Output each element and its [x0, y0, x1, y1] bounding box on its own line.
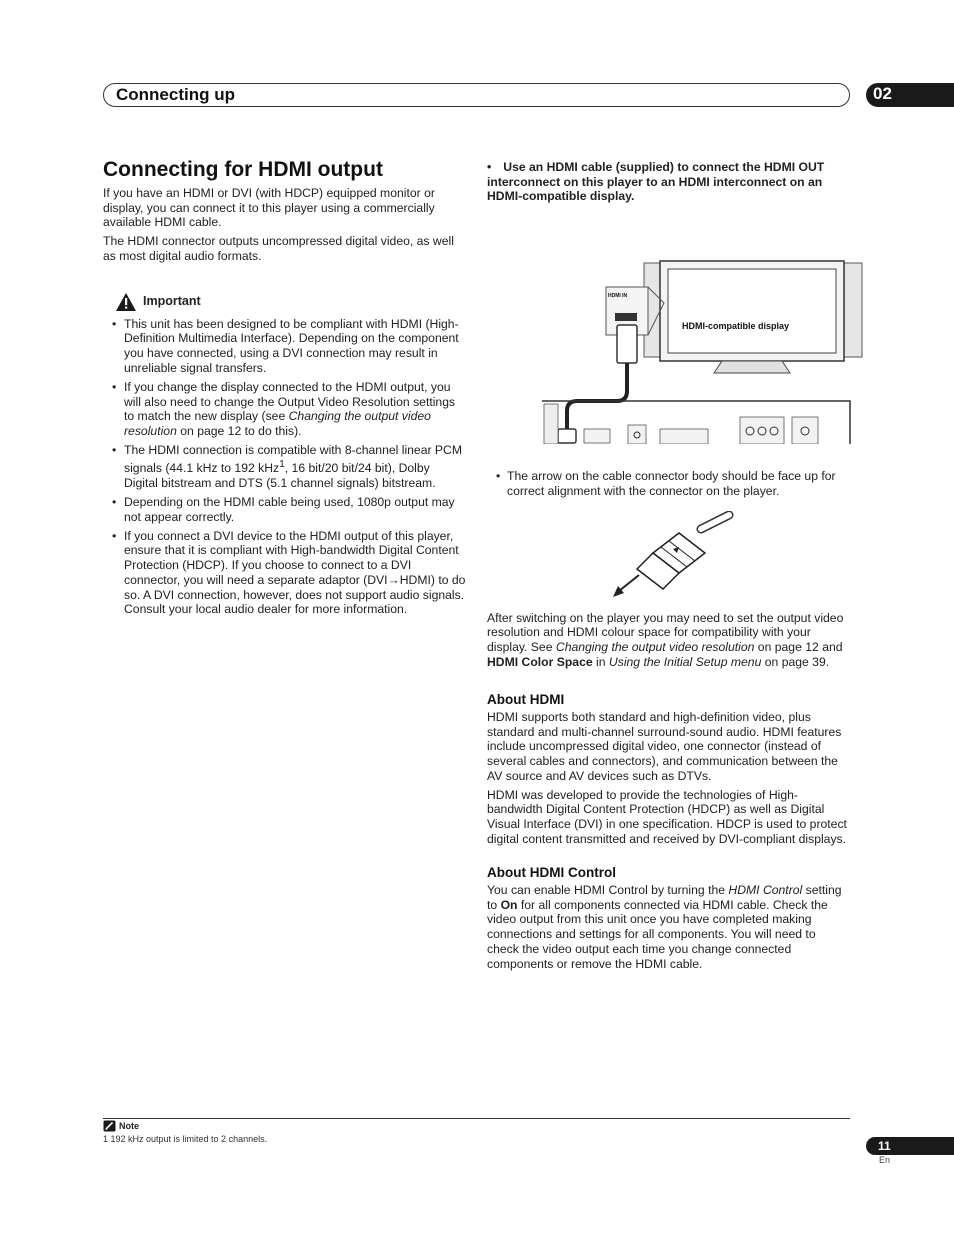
- display-caption: HDMI-compatible display: [682, 321, 790, 332]
- after-paragraph: After switching on the player you may need to set the output video resolution and HDMI colour space for compatibility with your display. See Changing the output video resolution on page 12 and HDMI Color Space in Using the Initial Setup menu on page 39.: [487, 610, 844, 669]
- important-list: [103, 317, 466, 617]
- note-pencil-icon: [103, 1120, 116, 1132]
- right-column: [487, 160, 849, 975]
- about-hdmi-heading: About HDMI: [487, 692, 565, 708]
- instruction-step: • Use an HDMI cable (supplied) to connect the HDMI OUT interconnect on this player to an HDMI interconnect on an HDMI-compatible display.: [487, 160, 825, 204]
- arrow-note: • The arrow on the cable connector body should be face up for correct alignment with the connector on the player.: [487, 469, 849, 498]
- important-heading: [115, 292, 466, 312]
- connection-diagram: [532, 219, 864, 444]
- list-item: • If you connect a DVI device to the HDMI output of this player, ensure that it is compliant with High-bandwidth Digital Content Protection (HDCP). If you choose to connect to a DVI connector, you will need a separate adaptor (DVI→HDMI) to do so. A DVI connection, however, does not support audio signals. Consult your local audio dealer for more information.: [103, 529, 466, 617]
- language-code: En: [879, 1155, 891, 1165]
- intro-paragraph-1: If you have an HDMI or DVI (with HDCP) equipped monitor or display, you can connect it to this player using a commercially available HDMI cable.: [103, 186, 435, 230]
- cross-reference: Using the Initial Setup menu: [608, 654, 762, 669]
- about-hdmi-paragraph-2: HDMI was developed to provide the technologies of High-bandwidth Digital Content Protection (HDCP) as well as Digital Visual Interface (DVI) in one specification. HDCP is used to protect digital content transmitted and received by DVI-compliant displays.: [487, 787, 847, 846]
- chapter-number-tab: 02: [866, 83, 954, 107]
- setting-name: HDMI Color Space: [487, 654, 593, 669]
- page-number: 11: [866, 1137, 954, 1155]
- list-item: • If you change the display connected to the HDMI output, you will also need to change the Output Video Resolution settings to match the new display (see Changing the output video resolution on page 12 to do this).: [103, 380, 466, 439]
- about-hdmi-control-heading: About HDMI Control: [487, 865, 616, 881]
- footnote-text: 1 192 kHz output is limited to 2 channels.: [103, 1134, 268, 1144]
- footnote-marker: 1: [279, 458, 285, 470]
- about-hdmi-control-paragraph: You can enable HDMI Control by turning the HDMI Control setting to On for all components connected via HDMI cable. Check the video output from this unit once you have completed making connections and settings for all components. You will need to check the video output each time you change connected components or remove the HDMI cable.: [487, 883, 842, 971]
- note-heading: [103, 1120, 139, 1132]
- note-label: Note: [119, 1121, 139, 1131]
- footer-divider: [103, 1118, 850, 1119]
- left-column: [103, 186, 466, 621]
- warning-icon: [115, 292, 137, 312]
- page-title: Connecting for HDMI output: [103, 158, 383, 181]
- list-item: • This unit has been designed to be compliant with HDMI (High-Definition Multimedia Interface). Depending on the component you have connected, using a DVI connection may result in unreliable signal transfers.: [103, 317, 466, 376]
- cross-reference: Changing the output video resolution: [124, 409, 431, 438]
- important-label: Important: [143, 294, 201, 309]
- arrow-glyph: →: [387, 572, 400, 587]
- section-title: Connecting up: [116, 85, 235, 104]
- setting-value: On: [500, 897, 518, 912]
- cross-reference: Changing the output video resolution: [555, 639, 755, 654]
- hdmi-in-label: HDMI IN: [608, 293, 628, 300]
- list-item: • The HDMI connection is compatible with 8-channel linear PCM signals (44.1 kHz to 192 kHz$^1$, 16 bit/20 bit/24 bit), Dolby Digital bitstream and DTS (5.1 channel signals) bitstream.: [103, 443, 466, 490]
- intro-paragraph-2: The HDMI connector outputs uncompressed digital video, as well as most digital audio formats.: [103, 234, 454, 263]
- list-item: • Depending on the HDMI cable being used, 1080p output may not appear correctly.: [103, 495, 466, 524]
- setting-name: HDMI Control: [728, 883, 803, 898]
- hdmi-connector-illustration: [609, 511, 739, 601]
- about-hdmi-paragraph-1: HDMI supports both standard and high-definition video, plus standard and multi-channel surround-sound audio. HDMI features include uncompressed digital video, one connector (instead of several cables and connectors), and communication between the AV source and AV devices such as DTVs.: [487, 710, 842, 783]
- section-header-bar: [103, 83, 850, 107]
